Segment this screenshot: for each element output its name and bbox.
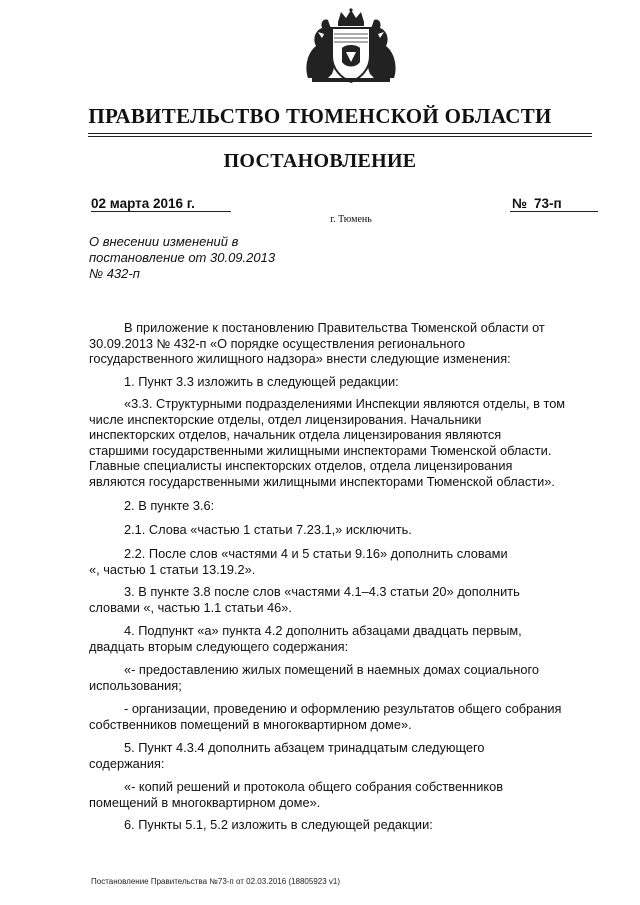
text-line: 2. В пункте 3.6: xyxy=(124,498,215,513)
text-line: Главные специалисты инспекторских отделов, отдела лицензирования xyxy=(89,458,513,473)
coat-of-arms-emblem xyxy=(298,8,404,86)
item-5 xyxy=(89,740,609,771)
intro-paragraph xyxy=(89,320,609,367)
text-line: 5. Пункт 4.3.4 дополнить абзацем тринадцатым следующего xyxy=(124,740,485,755)
government-title: ПРАВИТЕЛЬСТВО ТЮМЕНСКОЙ ОБЛАСТИ xyxy=(88,104,552,128)
text-line: 30.09.2013 № 432-п «О порядке осуществления регионального xyxy=(89,335,466,351)
text-line: «3.3. Структурными подразделениями Инспекции являются отделы, в том xyxy=(124,396,566,411)
city-label: г. Тюмень xyxy=(330,214,372,225)
subject-line: постановление от 30.09.2013 xyxy=(89,250,276,265)
item-1-text xyxy=(89,396,609,489)
document-number-label: № xyxy=(512,196,528,211)
text-line: словами «, частью 1.1 статьи 46». xyxy=(89,599,292,615)
text-line: государственного жилищного надзора» внести следующие изменения: xyxy=(89,351,511,366)
item-4-paragraph-b xyxy=(89,701,609,732)
text-line: собственников помещений в многоквартирном доме». xyxy=(89,716,412,732)
text-line: помещений в многоквартирном доме». xyxy=(89,794,321,810)
text-line: 2.2. После слов «частями 4 и 5 статьи 9.16» дополнить словами xyxy=(124,546,508,561)
text-line: 2.1. Слова «частью 1 статьи 7.23.1,» исключить. xyxy=(124,522,412,537)
document-date: 02 марта 2016 г. xyxy=(91,196,195,211)
text-line: 6. Пункты 5.1, 5.2 изложить в следующей редакции: xyxy=(124,817,433,832)
text-line: двадцать вторым следующего содержания: xyxy=(89,638,349,654)
text-line: 3. В пункте 3.8 после слов «частями 4.1–4.3 статьи 20» дополнить xyxy=(124,584,520,599)
item-6 xyxy=(89,817,609,833)
text-line: «- копий решений и протокола общего собрания собственников xyxy=(124,779,503,794)
document-number: 73-п xyxy=(534,196,562,211)
text-line: 4. Подпункт «а» пункта 4.2 дополнить абзацами двадцать первым, xyxy=(124,623,522,638)
text-line: «, частью 1 статьи 13.19.2». xyxy=(89,561,256,577)
text-line: содержания: xyxy=(89,755,165,771)
subject-line: О внесении изменений в xyxy=(89,234,239,249)
item-2 xyxy=(89,498,609,514)
text-line: инспекторских отделов, начальник отдела лицензирования являются xyxy=(89,427,502,442)
title-underline xyxy=(88,133,592,134)
number-underline xyxy=(510,211,598,212)
text-line: «- предоставлению жилых помещений в наемных домах социального xyxy=(124,662,539,677)
item-4 xyxy=(89,623,609,654)
text-line: старшими государственными жилищными инспекторами Тюменской области. xyxy=(89,442,552,458)
text-line: 1. Пункт 3.3 изложить в следующей редакции: xyxy=(124,374,399,389)
document-subject xyxy=(89,234,319,282)
item-4-paragraph-a xyxy=(89,662,609,693)
item-1 xyxy=(89,374,609,390)
subject-line: № 432-п xyxy=(89,266,140,281)
title-underline-thin xyxy=(88,136,592,137)
document-type-heading: ПОСТАНОВЛЕНИЕ xyxy=(223,150,417,172)
item-2-1 xyxy=(89,522,609,538)
text-line: - организации, проведению и оформлению результатов общего собрания xyxy=(124,701,562,716)
item-2-2 xyxy=(89,546,609,577)
text-line: использования; xyxy=(89,677,182,693)
text-line: числе инспекторские отделы, отдел лицензирования. Начальники xyxy=(89,411,482,427)
text-line: В приложение к постановлению Правительства Тюменской области от xyxy=(124,320,545,335)
date-underline xyxy=(91,211,231,212)
item-3 xyxy=(89,584,609,615)
text-line: являются государственными жилищными инспекторами Тюменской области». xyxy=(89,473,555,489)
item-5-paragraph xyxy=(89,779,609,810)
document-footer: Постановление Правительства №73-п от 02.03.2016 (18805923 v1) xyxy=(91,877,341,886)
